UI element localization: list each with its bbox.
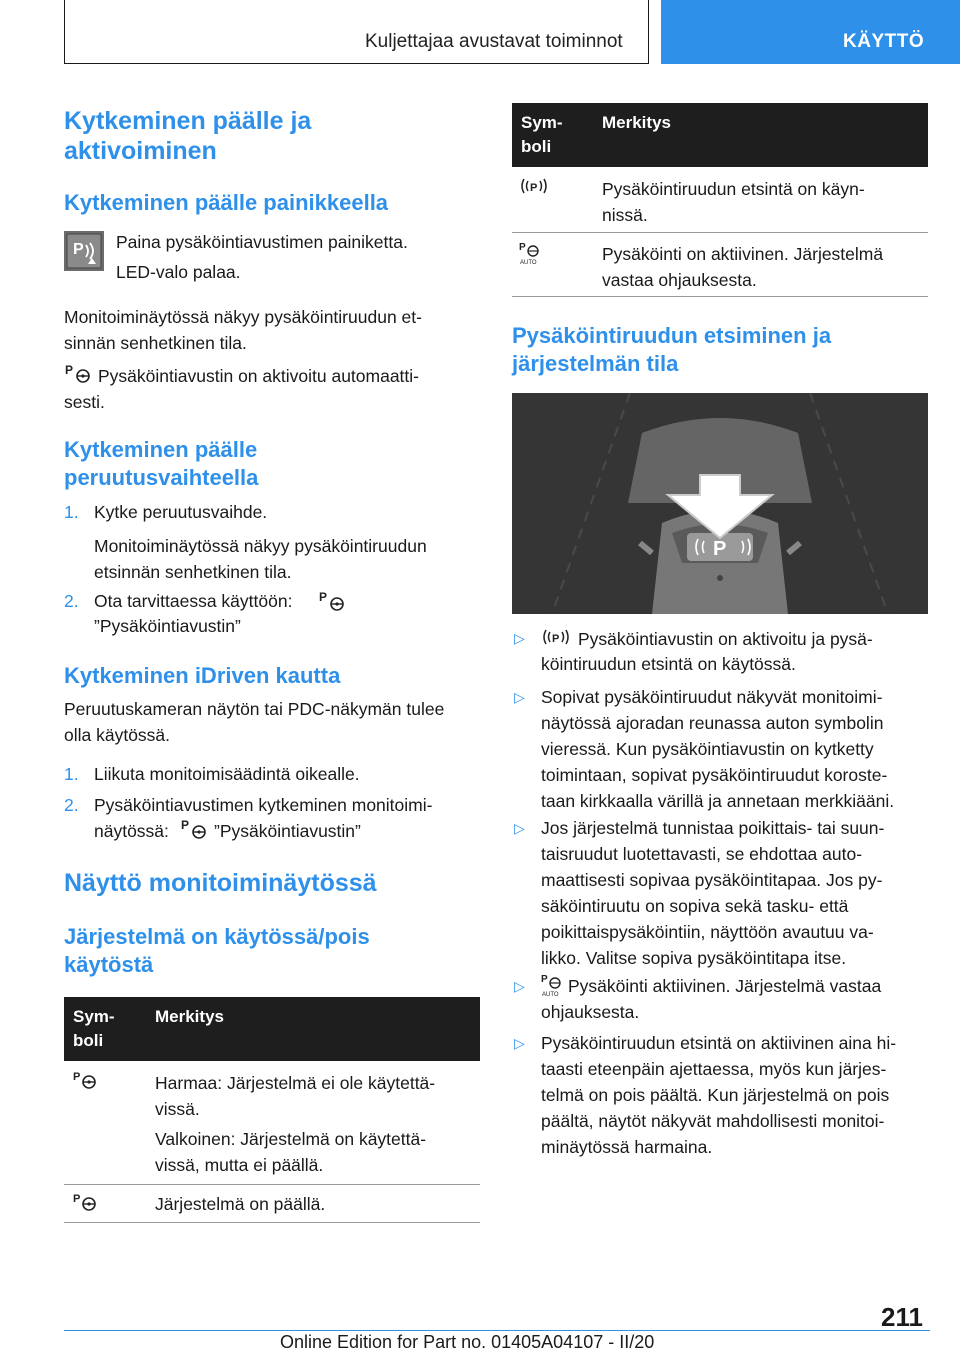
heading-search: Pysäköintiruudun etsiminen ja järjestelmän tila [512,323,832,376]
footer-edition: Online Edition for Part no. 01405A04107 - II/20 [280,1332,655,1352]
reverse-step-2-label: ”Pysäköintiavustin” [94,616,241,636]
table-cell-meaning: Järjestelmä on päällä. [155,1194,326,1214]
bullet-text: Pysäköinti aktiivinen. Järjestelmä vastaa [568,976,882,996]
heading-reverse: Kytkeminen päälle peruutusvaihteella [64,437,259,490]
park-steering-icon [72,1191,98,1213]
park-assist-button-icon [64,231,104,271]
svg-text:AUTO: AUTO [542,992,559,998]
table-cell-meaning: Valkoinen: Järjestelmä on käytettä- vissä, mutta ei päällä. [155,1129,427,1175]
park-steering-icon [64,362,92,384]
column-header-symbol: Sym- boli [73,1007,115,1050]
bullet-marker: ▷ [514,978,525,994]
svg-text:P: P [530,182,538,194]
column-header-symbol: Sym- boli [521,113,563,156]
bullet-text: ohjauksesta. [541,1002,640,1022]
reverse-step-1-sub: Monitoiminäytössä näkyy pysäköintiruudun etsinnän senhetkinen tila. [94,536,427,582]
auto-activated-text: Pysäköintiavustin on aktivoitu automaatti- [98,366,419,386]
heading-switch-on: Kytkeminen päälle ja aktivoiminen [64,107,312,165]
svg-text:P: P [713,538,727,560]
auto-activated-text-cont: sesti. [64,392,105,412]
bullet-text: Pysäköintiavustin on aktivoitu ja pysä- [578,629,873,649]
bullet-marker: ▷ [514,820,525,836]
bullet-marker: ▷ [514,689,525,705]
step-number: 1. [64,502,79,522]
bullet-text: Pysäköintiruudun etsintä on aktiivinen aina hi- taasti eteenpäin ajettaessa, myös kun järjes- telmä on pois päältä. Kun järjestelmä on pois päältä, näytöt näkyvät mahdollisesti monitoi- minäytössä harmaina. [541,1033,897,1157]
park-steering-icon [318,589,346,613]
page-number: 211 [881,1302,923,1332]
idrive-step-2-label: ”Pysäköintiavustin” [214,821,361,841]
svg-text:P: P [541,974,548,985]
bullet-marker: ▷ [514,630,525,646]
bullet-marker: ▷ [514,1035,525,1051]
button-step-text: Paina pysäköintiavustimen painiketta. [116,232,408,252]
monitor-status-text: Monitoiminäytössä näkyy pysäköintiruudun et- sinnän senhetkinen tila. [64,307,422,353]
table-header [512,103,928,167]
idrive-step-2-cont: näytössä: [94,821,169,841]
svg-text:P: P [73,241,84,258]
park-auto-icon [540,972,566,998]
idrive-step-1: Liikuta monitoimisäädintä oikealle. [94,764,360,784]
column-header-meaning: Merkitys [155,1007,224,1026]
section-tab: KÄYTTÖ [843,31,925,52]
svg-text:P: P [65,363,74,377]
reverse-step-1: Kytke peruutusvaihde. [94,502,268,522]
svg-text:P: P [552,633,560,645]
step-number: 1. [64,764,79,784]
button-result-text: LED-valo palaa. [116,262,241,282]
svg-text:P: P [181,818,190,832]
reverse-step-2: Ota tarvittaessa käyttöön: [94,591,293,611]
park-steering-icon [72,1069,98,1091]
parking-display-illustration [512,393,928,614]
idrive-text: Peruutuskameran näytön tai PDC-näkymän tulee olla käytössä. [64,699,445,745]
bullet-text: Jos järjestelmä tunnistaa poikittais- tai suun- taisruudut luotettavasti, se ehdottaa auto- maattisesti sopivaa pysäköintitapaa. Jos py- säköintiruutu on sopiva sekä tasku- että poikittaispysäköintiin, näyttöön avautuu va- likko. Valitse sopiva pysäköintitapa itse. [541,818,885,968]
svg-text:P: P [73,1071,81,1083]
park-search-icon [518,175,550,197]
heading-button: Kytkeminen päälle painikkeella [64,190,389,215]
park-search-icon [540,626,572,648]
svg-text:AUTO: AUTO [520,260,537,266]
svg-text:P: P [319,590,328,604]
heading-display: Näyttö monitoiminäytössä [64,869,377,897]
table-row-divider [64,1184,480,1185]
column-header-meaning: Merkitys [602,113,671,132]
svg-text:P: P [519,242,526,253]
table-row-divider [512,296,928,297]
idrive-step-2: Pysäköintiavustimen kytkeminen monitoimi- [94,795,433,815]
bullet-text: köintiruudun etsintä on käytössä. [541,654,796,674]
table-header [64,997,480,1061]
table-row-divider [512,232,928,233]
chapter-title: Kuljettajaa avustavat toiminnot [365,31,623,52]
heading-idrive: Kytkeminen iDriven kautta [64,663,341,688]
heading-on-off: Järjestelmä on käytössä/pois käytöstä [64,924,370,977]
park-steering-icon [180,817,208,841]
bullet-text: Sopivat pysäköintiruudut näkyvät monitoimi- näytössä ajoradan reunassa auton symbolin vieressä. Kun pysäköintiavustin on kytketty toimintaan, sopivat pysäköintiruudut koroste- taan kirkkaalla värillä ja annetaan merkkiääni. [541,687,895,811]
step-number: 2. [64,795,79,815]
footer-divider [64,1330,930,1331]
park-auto-icon [518,240,544,266]
table-cell-meaning: Harmaa: Järjestelmä ei ole käytettä- vissä. [155,1073,436,1119]
table-cell-meaning: Pysäköintiruudun etsintä on käyn- nissä. [602,179,865,225]
step-number: 2. [64,591,79,611]
svg-text:P: P [73,1193,81,1205]
table-row-divider [64,1222,480,1223]
table-cell-meaning: Pysäköinti on aktiivinen. Järjestelmä vastaa ohjauksesta. [602,244,884,290]
